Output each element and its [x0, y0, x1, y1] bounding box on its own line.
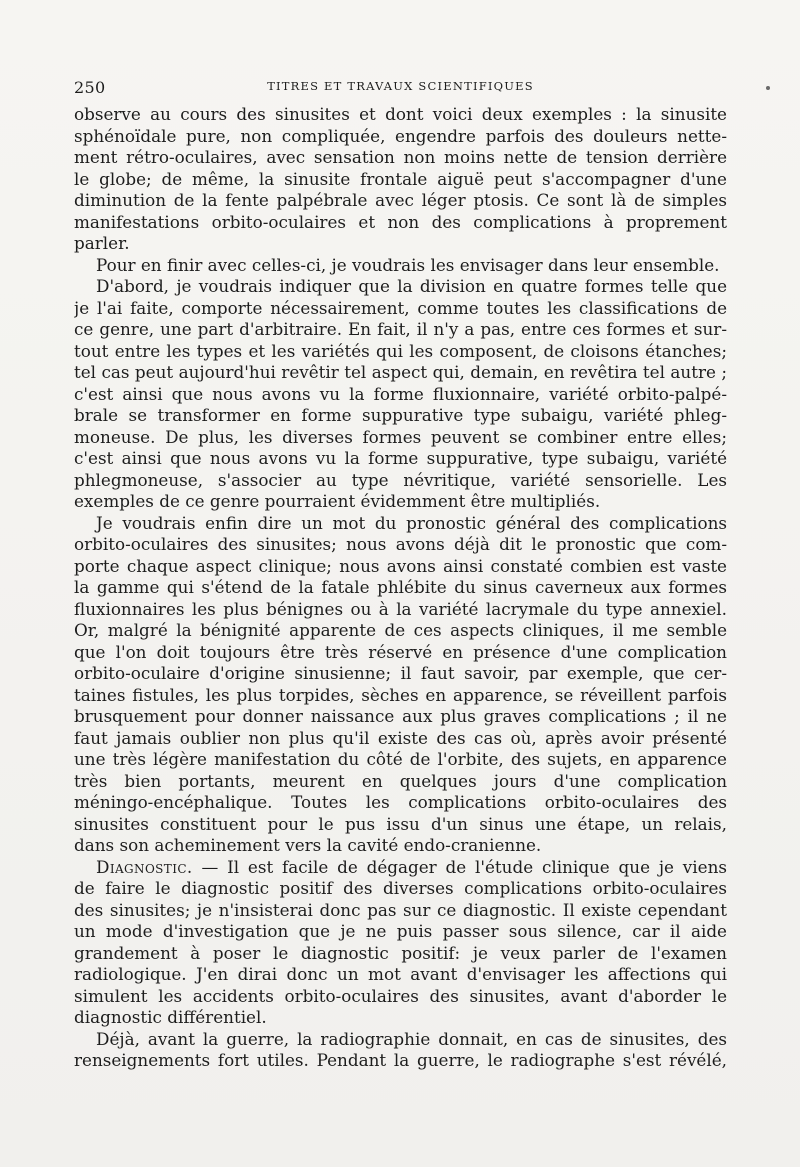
text-line: Pour en finir avec celles-ci, je voudrais les envisager dans leur ensemble.	[96, 254, 720, 275]
text-line: diagnostic différentiel.	[74, 1007, 267, 1027]
text-line: orbito-oculaires des sinusites; nous avons déjà dit le pronostic que com-	[74, 534, 727, 554]
text-line: grandement à poser le diagnostic positif: je veux parler de l'examen	[74, 942, 727, 963]
text-line: diminution de la fente palpébrale avec léger ptosis. Ce sont là de simples	[74, 190, 727, 210]
body-text	[74, 104, 727, 1072]
text-line: la gamme qui s'étend de la fatale phlébite du sinus caverneux aux formes	[74, 577, 727, 597]
ink-spot	[766, 86, 770, 90]
text-line: tel cas peut aujourd'hui revêtir tel aspect qui, demain, en revêtira tel autre ;	[74, 362, 727, 382]
text-line: que l'on doit toujours être très réservé en présence d'une complication	[74, 641, 727, 662]
text-line: c'est ainsi que nous avons vu la forme suppurative, type subaigu, variété	[74, 448, 727, 468]
page-number: 250	[74, 78, 106, 97]
text-line: je l'ai faite, comporte nécessairement, comme toutes les classifications de	[74, 297, 727, 318]
text-line: brale se transformer en forme suppurative type subaigu, variété phleg-	[74, 405, 727, 425]
text-line: tout entre les types et les variétés qui les composent, de cloisons étanches;	[74, 340, 727, 361]
section-heading-text: — Il est facile de dégager de l'étude clinique que je viens	[201, 856, 727, 877]
text-line: sphénoïdale pure, non compliquée, engendre parfois des douleurs nette-	[74, 125, 727, 146]
text-line: exemples de ce genre pourraient évidemment être multipliés.	[74, 491, 601, 511]
text-line: brusquement pour donner naissance aux plus graves complications ; il ne	[74, 706, 727, 726]
text-line: le globe; de même, la sinusite frontale aiguë peut s'accompagner d'une	[74, 168, 727, 189]
text-line: méningo-encéphalique. Toutes les complications orbito-oculaires des	[74, 792, 727, 812]
text-line: ce genre, une part d'arbitraire. En fait, il n'y a pas, entre ces formes et sur-	[74, 319, 727, 339]
text-line: taines fistules, les plus torpides, sèches en apparence, se réveillent parfois	[74, 684, 727, 705]
running-title: TITRES ET TRAVAUX SCIENTIFIQUES	[267, 79, 534, 93]
text-line: porte chaque aspect clinique; nous avons ainsi constaté combien est vaste	[74, 555, 727, 576]
text-line: sinusites constituent pour le pus issu d'un sinus une étape, un relais,	[74, 813, 727, 834]
text-line: parler.	[74, 233, 130, 253]
text-line: de faire le diagnostic positif des diverses complications orbito-oculaires	[74, 878, 727, 898]
text-line: Or, malgré la bénignité apparente de ces aspects cliniques, il me semble	[74, 620, 727, 640]
text-line: Je voudrais enfin dire un mot du pronostic général des complications	[96, 512, 727, 533]
text-line: orbito-oculaire d'origine sinusienne; il faut savoir, par exemple, que cer-	[74, 663, 727, 683]
section-heading: Diagnostic.	[96, 856, 193, 877]
text-line: manifestations orbito-oculaires et non des complications à proprement	[74, 211, 727, 232]
text-line	[74, 857, 727, 879]
text-line: moneuse. De plus, les diverses formes peuvent se combiner entre elles;	[74, 426, 727, 447]
text-line: dans son acheminement vers la cavité endo-cranienne.	[74, 835, 542, 855]
text-line: très bien portants, meurent en quelques jours d'une complication	[74, 770, 727, 791]
page-header	[74, 78, 727, 102]
text-line: Déjà, avant la guerre, la radiographie donnait, en cas de sinusites, des	[96, 1028, 727, 1049]
text-line: des sinusites; je n'insisterai donc pas sur ce diagnostic. Il existe cependant	[74, 899, 727, 920]
text-line: simulent les accidents orbito-oculaires des sinusites, avant d'aborder le	[74, 985, 727, 1006]
text-line: D'abord, je voudrais indiquer que la division en quatre formes telle que	[96, 276, 727, 296]
text-line: c'est ainsi que nous avons vu la forme fluxionnaire, variété orbito-palpé-	[74, 383, 727, 404]
text-line: fluxionnaires les plus bénignes ou à la variété lacrymale du type annexiel.	[74, 598, 727, 619]
text-line: renseignements fort utiles. Pendant la guerre, le radiographe s'est révélé,	[74, 1050, 727, 1070]
text-line: ment rétro-oculaires, avec sensation non moins nette de tension derrière	[74, 147, 727, 167]
text-line: un mode d'investigation que je ne puis passer sous silence, car il aide	[74, 921, 727, 941]
text-line: faut jamais oublier non plus qu'il existe des cas où, après avoir présenté	[74, 727, 727, 748]
text-line: radiologique. J'en dirai donc un mot avant d'envisager les affections qui	[74, 964, 727, 984]
text-line: observe au cours des sinusites et dont voici deux exemples : la sinusite	[74, 104, 727, 124]
text-line: phlegmoneuse, s'associer au type névritique, variété sensorielle. Les	[74, 469, 727, 490]
text-line: une très légère manifestation du côté de l'orbite, des sujets, en apparence	[74, 749, 727, 769]
